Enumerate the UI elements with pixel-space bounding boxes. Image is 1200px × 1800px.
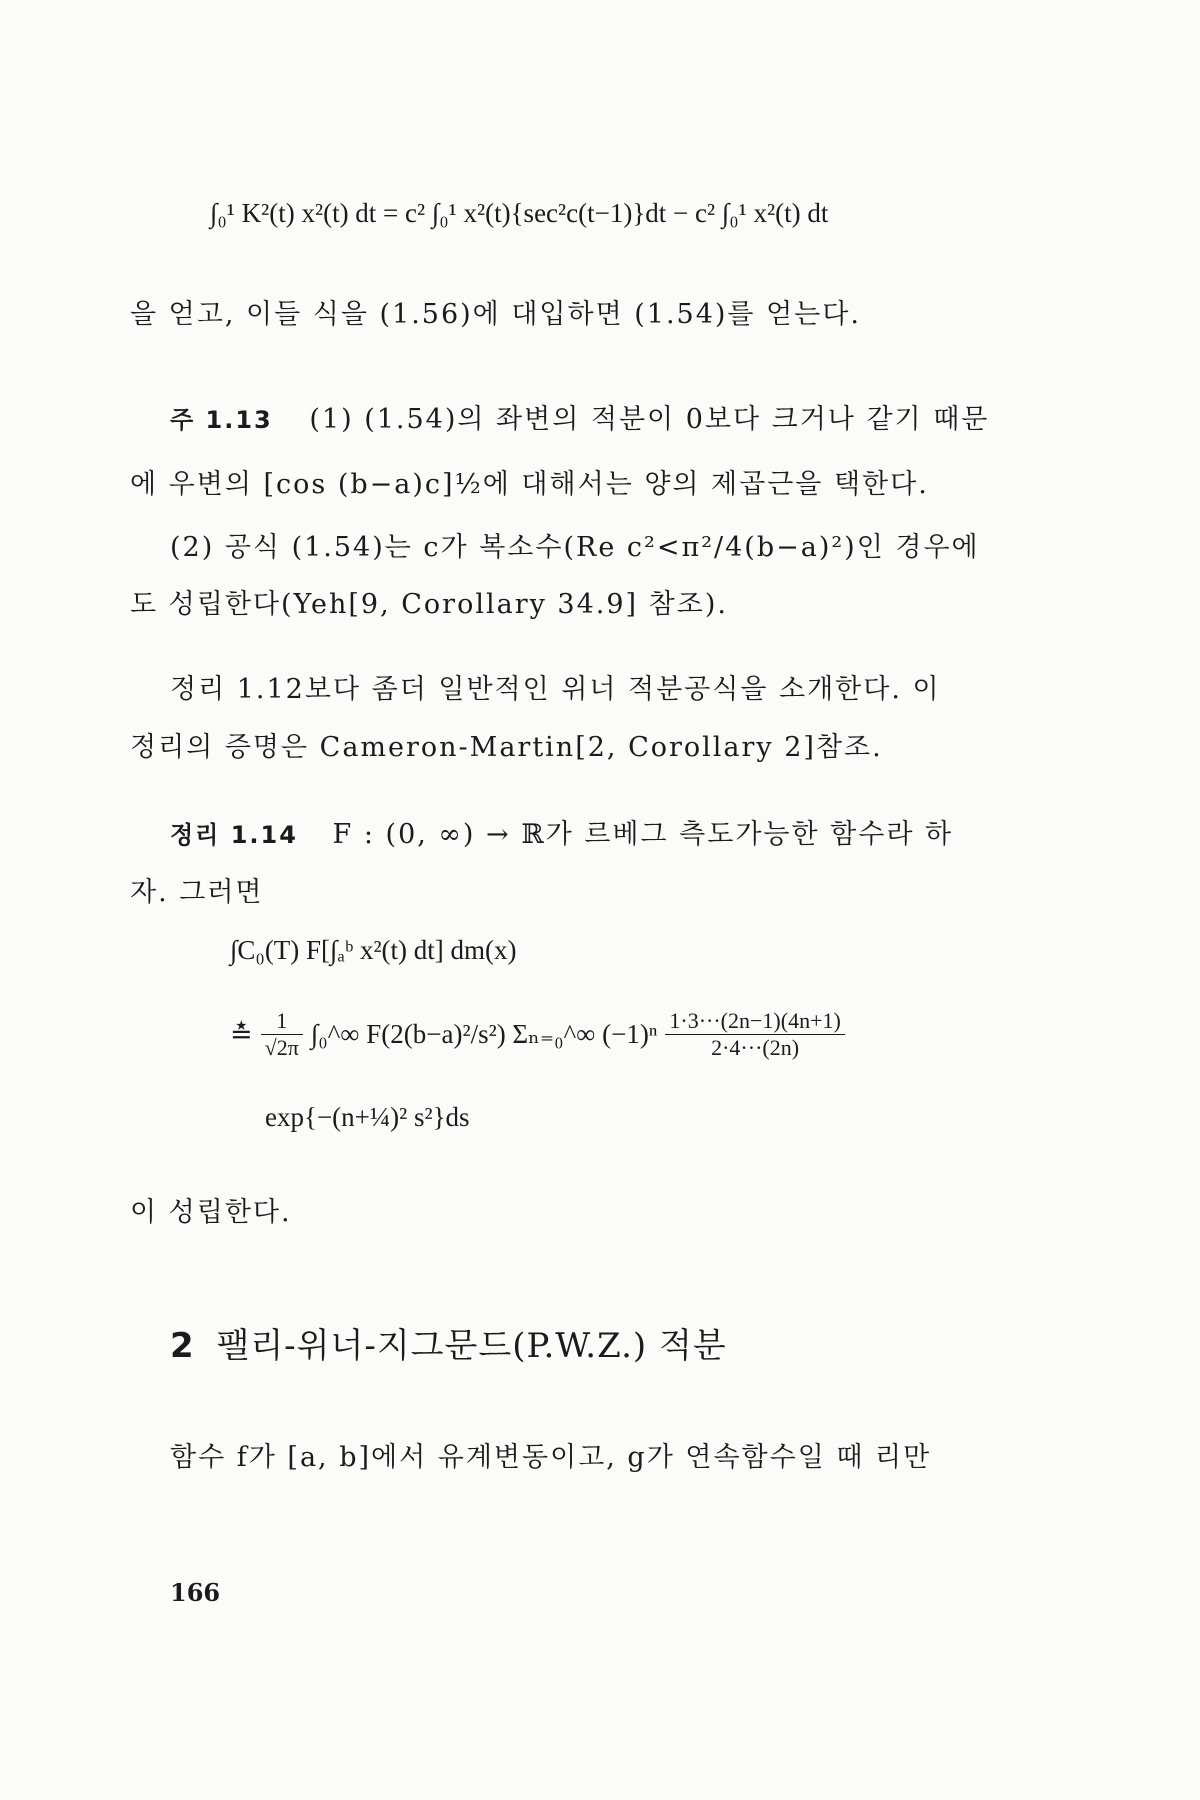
theorem-formula-line-1: ∫C₀(T) F[∫ₐᵇ x²(t) dt] dm(x) bbox=[230, 935, 517, 965]
theorem-formula-line-2 bbox=[230, 1008, 845, 1061]
section-heading bbox=[170, 1318, 727, 1367]
theorem-line-1-text: F : (0, ∞) → ℝ가 르베그 측도가능한 함수라 하 bbox=[332, 819, 954, 850]
formula-series-fraction bbox=[665, 1008, 844, 1061]
theorem-label: 정리 1.14 bbox=[170, 821, 298, 849]
note-1-13-line-4: 도 성립한다(Yeh[9, Corollary 34.9] 참조). bbox=[130, 589, 728, 620]
note-1-13-line-2: 에 우변의 [cos (b−a)c]½에 대해서는 양의 제곱근을 택한다. bbox=[130, 469, 929, 500]
formula-integral-part: ∫₀^∞ F(2(b−a)²/s²) Σₙ₌₀^∞ (−1)ⁿ bbox=[310, 1019, 658, 1049]
formula-frac-numerator: 1·3···(2n−1)(4n+1) bbox=[665, 1008, 844, 1035]
note-label: 주 1.13 bbox=[170, 406, 273, 434]
formula-coefficient bbox=[261, 1008, 303, 1061]
last-paragraph-line: 함수 f가 [a, b]에서 유계변동이고, g가 연속함수일 때 리만 bbox=[170, 1442, 932, 1473]
section-title: 팰리-위너-지그문드(P.W.Z.) 적분 bbox=[216, 1326, 727, 1366]
note-1-13-line-1 bbox=[170, 397, 989, 436]
intro-line-2: 정리의 증명은 Cameron-Martin[2, Corollary 2]참조. bbox=[130, 732, 883, 763]
formula-coef-denominator: √2π bbox=[264, 1035, 299, 1060]
equation-top bbox=[210, 198, 828, 229]
formula-frac-denominator: 2·4···(2n) bbox=[711, 1035, 800, 1060]
note-1-13-line-3: (2) 공식 (1.54)는 c가 복소수(Re c²<π²/4(b−a)²)인 경우에 bbox=[170, 532, 980, 563]
section-number: 2 bbox=[170, 1326, 195, 1366]
page-number: 166 bbox=[170, 1578, 221, 1607]
theorem-conclusion: 이 성립한다. bbox=[130, 1197, 292, 1228]
equation-top-text: ∫₀¹ K²(t) x²(t) dt = c² ∫₀¹ x²(t){sec²c(t−1)}dt − c² ∫₀¹ x²(t) dt bbox=[210, 198, 829, 228]
theorem-formula-line-3: exp{−(n+¼)² s²}ds bbox=[265, 1102, 470, 1132]
note-line-1-text: (1) (1.54)의 좌변의 적분이 0보다 크거나 같기 때문 bbox=[309, 404, 990, 435]
formula-eq-sign: ≛ bbox=[230, 1019, 253, 1049]
paragraph-1: 을 얻고, 이들 식을 (1.56)에 대입하면 (1.54)를 얻는다. bbox=[130, 299, 861, 330]
theorem-1-14-line-1 bbox=[170, 812, 953, 851]
intro-line-1: 정리 1.12보다 좀더 일반적인 위너 적분공식을 소개한다. 이 bbox=[170, 674, 941, 705]
formula-coef-numerator: 1 bbox=[261, 1008, 303, 1035]
theorem-line-2: 자. 그러면 bbox=[130, 877, 264, 908]
